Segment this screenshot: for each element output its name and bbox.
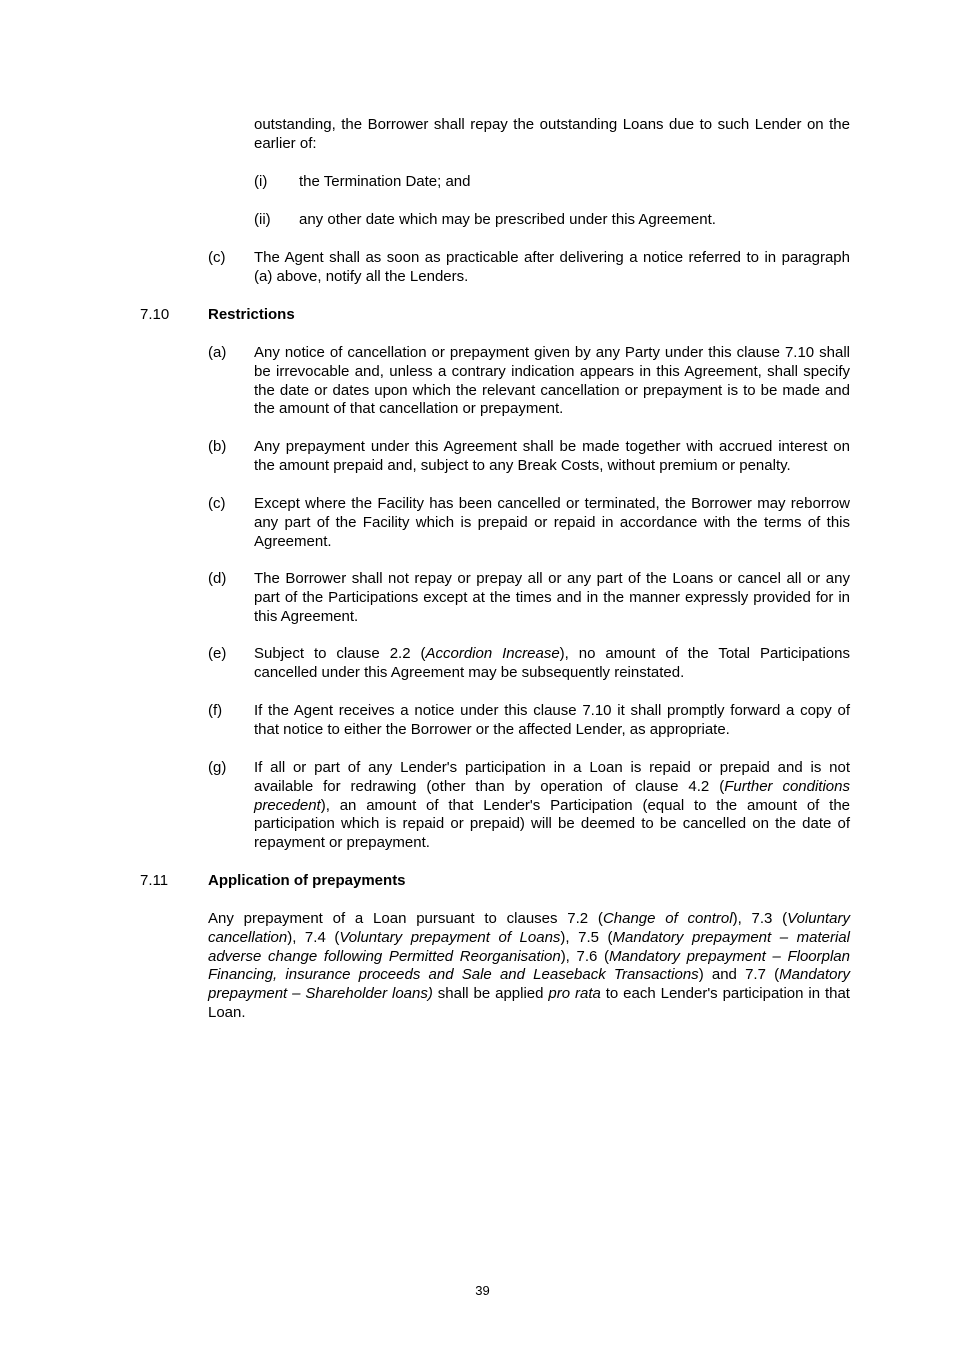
item-text-ii: any other date which may be prescribed under this Agreement. bbox=[299, 211, 716, 228]
section-title-application-of-prepayments: Application of prepayments bbox=[208, 872, 406, 889]
item-label-i: (i) bbox=[254, 173, 268, 190]
restriction-e-label: (e) bbox=[208, 645, 227, 662]
paragraph-c-text: The Agent shall as soon as practicable after delivering a notice referred to in paragraph (a) above, notify all the Lenders. bbox=[254, 249, 850, 285]
restriction-e-text: Subject to clause 2.2 (Accordion Increase), no amount of the Total Participations cancelled under this Agreement may be subsequently reinstated. bbox=[254, 645, 850, 681]
restriction-c-text: Except where the Facility has been cancelled or terminated, the Borrower may reborrow any part of the Facility which is prepaid or repaid in accordance with the terms of this Agreement. bbox=[254, 495, 850, 550]
restriction-b-label: (b) bbox=[208, 438, 227, 455]
page-number: 39 bbox=[475, 1283, 490, 1298]
restriction-d-label: (d) bbox=[208, 570, 227, 587]
restriction-g-text: If all or part of any Lender's participation in a Loan is repaid or prepaid and is not available for redrawing (other than by operation of clause 4.2 (Further conditions precedent), an amount of that Lender's Participation (equal to the amount of the participation which is repaid or prepaid) will be deemed to be cancelled on the date of repayment or prepayment. bbox=[254, 759, 850, 851]
section-number-7-10: 7.10 bbox=[140, 306, 170, 323]
item-text-i: the Termination Date; and bbox=[299, 173, 471, 190]
restriction-f-text: If the Agent receives a notice under this clause 7.10 it shall promptly forward a copy of that notice to either the Borrower or the affected Lender, as appropriate. bbox=[254, 702, 850, 738]
restriction-a-text: Any notice of cancellation or prepayment given by any Party under this clause 7.10 shall be irrevocable and, unless a contrary indication appears in this Agreement, shall specify the date or dates upon which the relevant cancellation or prepayment is to be made and the amount of that cancellation or prepayment. bbox=[254, 344, 850, 418]
item-label-ii: (ii) bbox=[254, 211, 271, 228]
clause-reference: Further conditions precedent bbox=[254, 777, 850, 814]
restriction-a-label: (a) bbox=[208, 344, 227, 361]
section-number-7-11: 7.11 bbox=[140, 872, 169, 889]
application-paragraph: Any prepayment of a Loan pursuant to clauses 7.2 (Change of control), 7.3 (Voluntary cancellation), 7.4 (Voluntary prepayment of Loans), 7.5 (Mandatory prepayment – material adverse change following Permitted Reorganisation), 7.6 (Mandatory prepayment – Floorplan Financing, insurance proceeds and Sale and Leaseback Transactions) and 7.7 (Mandatory prepayment – Shareholder loans) shall be applied pro rata to each Lender's participation in that Loan. bbox=[208, 910, 851, 1021]
paragraph-c-label: (c) bbox=[208, 249, 226, 266]
section-title-restrictions: Restrictions bbox=[208, 306, 295, 323]
restriction-d-text: The Borrower shall not repay or prepay all or any part of the Loans or cancel all or any part of the Participations except at the times and in the manner expressly provided for in this Agreement. bbox=[254, 570, 850, 625]
clause-reference: Accordion Increase bbox=[425, 645, 560, 662]
restriction-g-label: (g) bbox=[208, 759, 227, 776]
restriction-f-label: (f) bbox=[208, 702, 223, 719]
continuation-paragraph: outstanding, the Borrower shall repay the outstanding Loans due to such Lender on the earlier of: bbox=[254, 116, 850, 152]
restriction-b-text: Any prepayment under this Agreement shall be made together with accrued interest on the amount prepaid and, subject to any Break Costs, without premium or penalty. bbox=[254, 438, 850, 474]
restriction-c-label: (c) bbox=[208, 495, 226, 512]
